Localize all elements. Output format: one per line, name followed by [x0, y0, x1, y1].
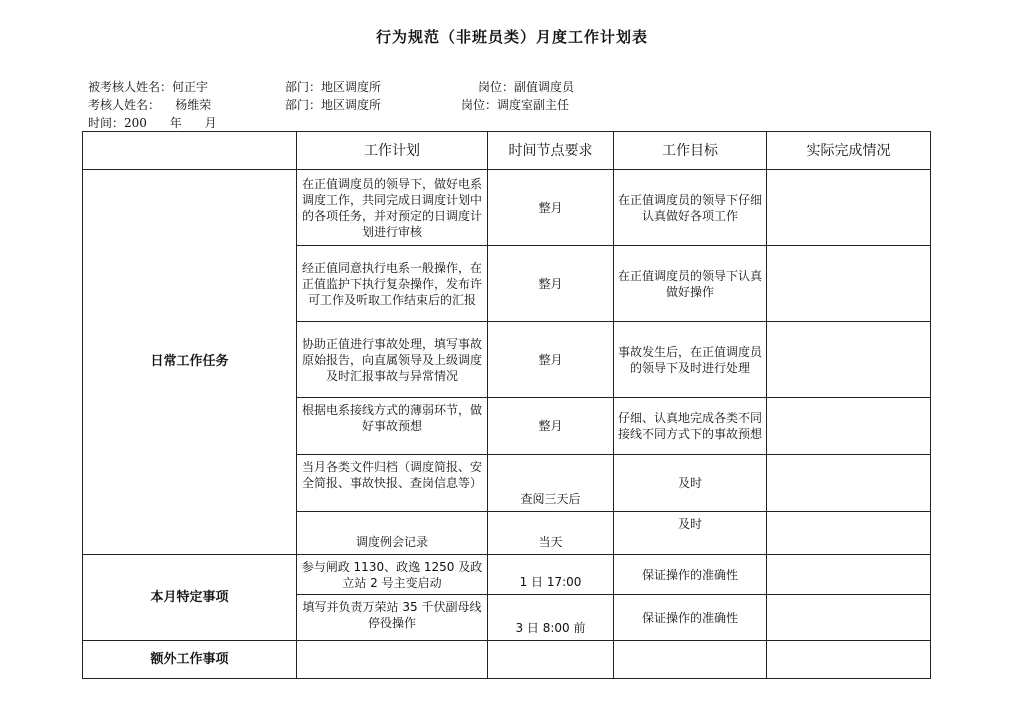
time-cell: 1 日 17:00	[488, 555, 614, 595]
plan-cell: 填写并负责万荣站 35 千伏副母线停役操作	[297, 595, 488, 641]
plan-cell: 经正值同意执行电系一般操作，在正值监护下执行复杂操作，发布许可工作及听取工作结束后的汇报	[297, 246, 488, 322]
plan-cell: 当月各类文件归档（调度简报、安全简报、事故快报、查岗信息等）	[297, 455, 488, 512]
section-extra-items: 额外工作事项	[83, 641, 297, 679]
goal-cell: 保证操作的准确性	[614, 595, 767, 641]
plan-cell[interactable]	[297, 641, 488, 679]
header-work-plan: 工作计划	[297, 132, 488, 170]
header-blank	[83, 132, 297, 170]
actual-cell[interactable]	[767, 322, 931, 398]
time-cell: 3 日 8:00 前	[488, 595, 614, 641]
actual-cell[interactable]	[767, 455, 931, 512]
work-plan-table	[82, 131, 931, 679]
header-actual-completion: 实际完成情况	[767, 132, 931, 170]
assessor-name: 考核人姓名： 杨维荣	[88, 98, 212, 112]
plan-cell: 协助正值进行事故处理，填写事故原始报告，向直属领导及上级调度及时汇报事故与异常情况	[297, 322, 488, 398]
assessee-post: 岗位：副值调度员	[478, 80, 575, 94]
table-row	[83, 555, 931, 595]
time-cell: 整月	[488, 322, 614, 398]
time-cell: 查阅三天后	[488, 455, 614, 512]
assessee-name: 被考核人姓名：何正宇	[88, 80, 209, 94]
actual-cell[interactable]	[767, 595, 931, 641]
actual-cell[interactable]	[767, 512, 931, 555]
assessee-department: 部门：地区调度所	[285, 80, 382, 94]
assessor-post: 岗位：调度室副主任	[461, 98, 570, 112]
time-cell: 当天	[488, 512, 614, 555]
time-cell[interactable]	[488, 641, 614, 679]
table-row	[83, 641, 931, 679]
time-cell: 整月	[488, 170, 614, 246]
section-special-items: 本月特定事项	[83, 555, 297, 641]
plan-cell: 调度例会记录	[297, 512, 488, 555]
table-row	[83, 170, 931, 246]
assessor-department: 部门：地区调度所	[285, 98, 382, 112]
actual-cell[interactable]	[767, 555, 931, 595]
goal-cell: 事故发生后，在正值调度员的领导下及时进行处理	[614, 322, 767, 398]
goal-cell: 在正值调度员的领导下仔细认真做好各项工作	[614, 170, 767, 246]
plan-cell: 根据电系接线方式的薄弱环节，做好事故预想	[297, 398, 488, 455]
actual-cell[interactable]	[767, 641, 931, 679]
page-title: 行为规范（非班员类）月度工作计划表	[375, 28, 648, 46]
time-field: 时间：200 年 月	[88, 116, 217, 130]
time-cell: 整月	[488, 398, 614, 455]
header-row	[83, 132, 931, 170]
actual-cell[interactable]	[767, 398, 931, 455]
goal-cell: 仔细、认真地完成各类不同接线不同方式下的事故预想	[614, 398, 767, 455]
goal-cell[interactable]	[614, 641, 767, 679]
header-work-goal: 工作目标	[614, 132, 767, 170]
header-time-requirement: 时间节点要求	[488, 132, 614, 170]
plan-cell: 在正值调度员的领导下，做好电系调度工作，共同完成日调度计划中的各项任务，并对预定的日调度计划进行审核	[297, 170, 488, 246]
plan-cell: 参与闸政 1130、政逸 1250 及政立站 2 号主变启动	[297, 555, 488, 595]
actual-cell[interactable]	[767, 246, 931, 322]
time-cell: 整月	[488, 246, 614, 322]
goal-cell: 及时	[614, 455, 767, 512]
goal-cell: 及时	[614, 512, 767, 555]
actual-cell[interactable]	[767, 170, 931, 246]
goal-cell: 在正值调度员的领导下认真做好操作	[614, 246, 767, 322]
goal-cell: 保证操作的准确性	[614, 555, 767, 595]
section-daily-tasks: 日常工作任务	[83, 170, 297, 555]
